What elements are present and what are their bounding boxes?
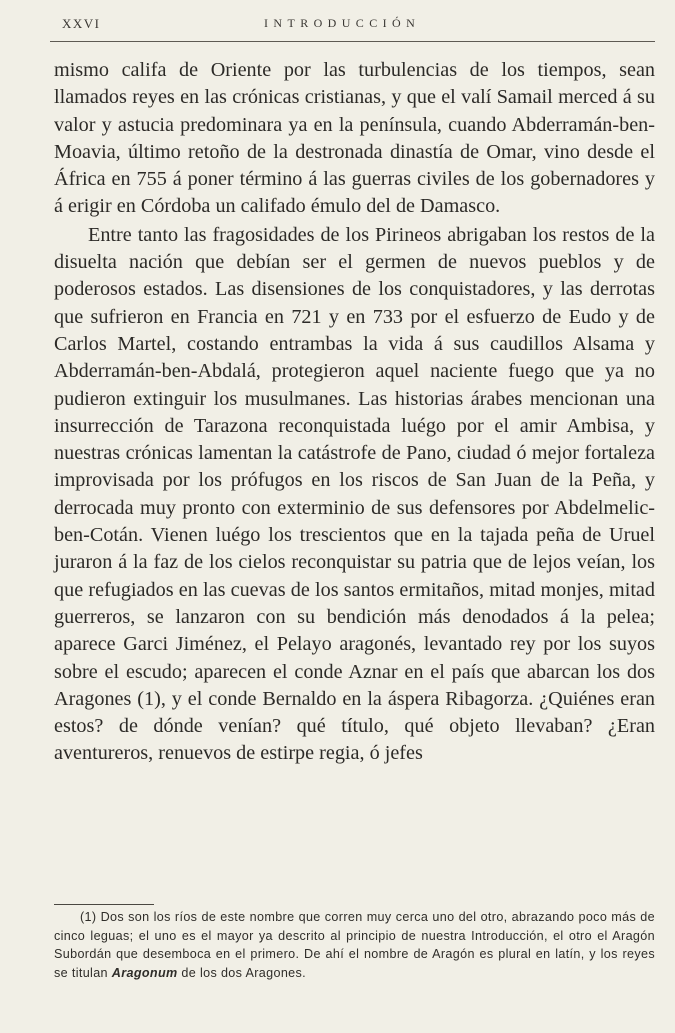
page-number: XXVI [62, 16, 101, 31]
header-rule [50, 41, 655, 42]
footnote [54, 908, 655, 982]
footnote-rule [54, 904, 154, 905]
footnote-italic-term: Aragonum [111, 965, 178, 980]
running-title: INTRODUCCIÓN [264, 16, 421, 30]
footnote-text-start: (1) Dos son los ríos de este nombre que corren muy cerca uno del otro, abrazando poco más de cinco leguas; el uno es el mayor ya descrito al principio de nuestra Introducción, el otro el Aragón Subordán que desemboca en el primero. De ahí el nombre de Aragón es plural en latín, y los reyes se titulan [54, 910, 655, 980]
paragraph: Entre tanto las fragosidades de los Pirineos abrigaban los restos de la disuelta nación que debían ser el germen de nuevos pueblos y de poderosos estados. Las disensiones de los conquistadores, y las derrotas que sufrieron en Francia en 721 y en 733 por el esfuerzo de Eudo y de Carlos Martel, costando entrambas la vida á sus caudillos Alsama y Abderramán-ben-Abdalá, protegieron aquel naciente fuego que ya no pudieron extinguir los musulmanes. Las historias árabes mencionan una insurrección de Tarazona reconquistada luégo por el amir Ambisa, y nuestras crónicas lamentan la catástrofe de Pano, ciudad ó mejor fortaleza improvisada por los prófugos en los riscos de San Juan de la Peña, y derrocada muy pronto con exterminio de sus defensores por Abdelmelic-ben-Cotán. Vienen luégo los trescientos que en la tajada peña de Uruel juraron á la faz de los cielos reconquistar su patria que de lejos veían, los que refugiados en las cuevas de los santos ermitaños, mitad monjes, mitad guerreros, se lanzaron con su bendición más denodados á la pelea; aparece Garci Jiménez, el Pelayo aragonés, levantado rey por los suyos sobre el escudo; aparecen el conde Aznar en el país que abarcan los dos Aragones (1), y el conde Bernaldo en la áspera Ribagorza. ¿Quiénes eran estos? de dónde venían? qué título, qué objeto llevaban? ¿Eran aventureros, renuevos de estirpe regia, ó jefes [54, 223, 655, 765]
body-text [54, 57, 655, 768]
page-header [62, 16, 655, 38]
paragraph-continued: mismo califa de Oriente por las turbulencias de los tiempos, sean llamados reyes en las crónicas cristianas, y que el valí Samail merced á su valor y astucia predominara ya en la península, cuando Abderramán-ben-Moavia, último retoño de la destronada dinastía de Omar, vino desde el África en 755 á poner término á las guerras civiles de los gobernadores y á erigir en Córdoba un califado émulo del de Damasco. [54, 59, 655, 218]
footnote-text [54, 908, 655, 982]
footnote-text-end: de los dos Aragones. [177, 965, 307, 980]
